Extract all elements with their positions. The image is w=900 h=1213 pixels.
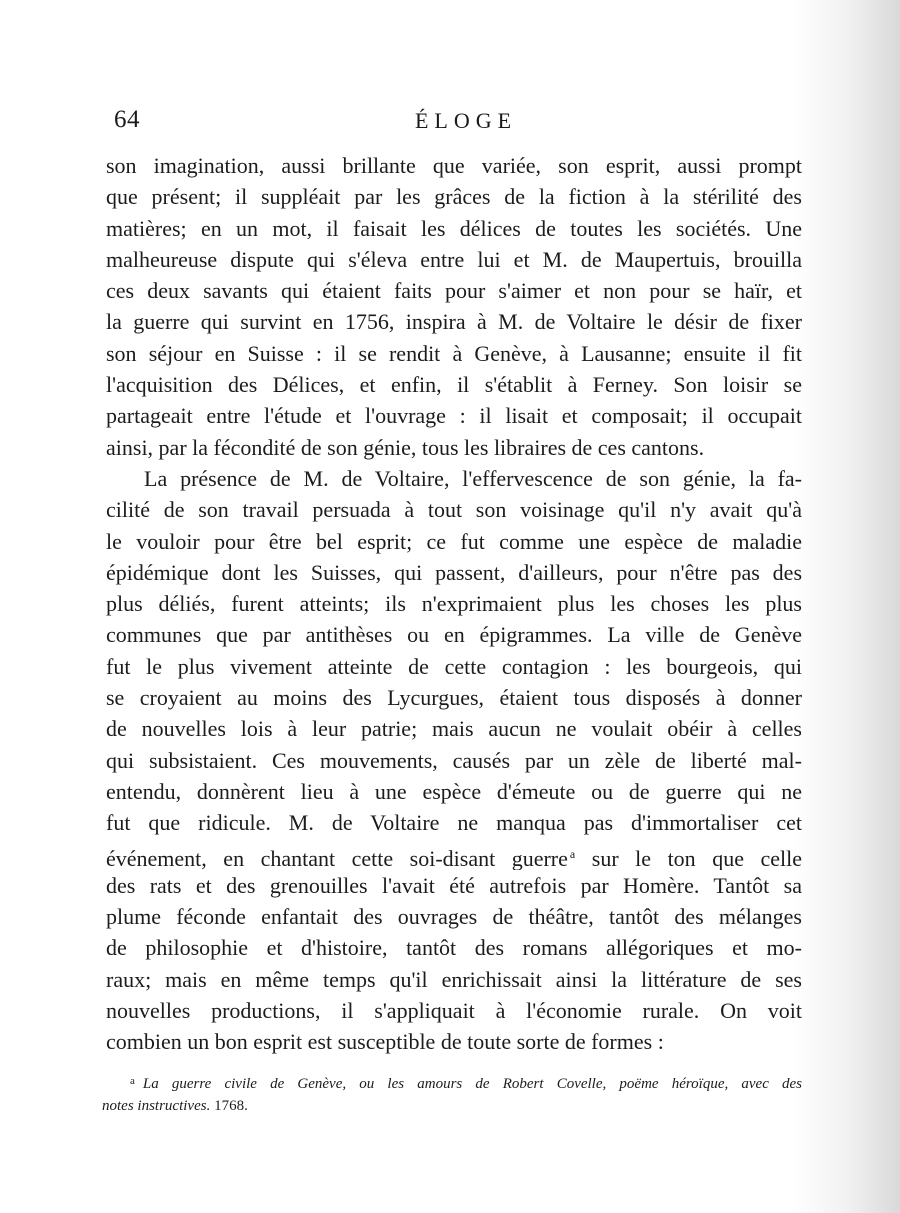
text-line: matières; en un mot, il faisait les délices de toutes les sociétés. Une: [106, 215, 802, 241]
text-line: qui subsistaient. Ces mouvements, causés par un zèle de liberté mal-: [106, 747, 802, 773]
text-line: entendu, donnèrent lieu à une espèce d'émeute ou de guerre qui ne: [106, 778, 802, 804]
text-line: se croyaient au moins des Lycurgues, étaient tous disposés à donner: [106, 685, 802, 711]
text-segment: événement, en chantant cette soi-disant guerre: [106, 845, 568, 870]
text-line: plume féconde enfantait des ouvrages de théâtre, tantôt des mélanges: [106, 904, 802, 930]
paragraph-1: [106, 150, 802, 463]
text-line: partageait entre l'étude et l'ouvrage : il lisait et composait; il occupait: [106, 403, 802, 429]
page-header: [110, 104, 802, 140]
text-line: malheureuse dispute qui s'éleva entre lui et M. de Maupertuis, brouilla: [106, 246, 802, 272]
body-text: [106, 150, 802, 1058]
text-line: nouvelles productions, il s'appliquait à l'économie rurale. On voit: [106, 998, 802, 1024]
page-number: 64: [114, 106, 140, 133]
text-line: la guerre qui survint en 1756, inspira à M. de Voltaire le désir de fixer: [106, 309, 802, 335]
footnote-line: [102, 1070, 802, 1095]
footnote-line: [102, 1095, 802, 1117]
text-line: cilité de son travail persuada à tout son voisinage qu'il n'y avait qu'à: [106, 497, 802, 523]
paragraph-2: [106, 463, 802, 1058]
text-line: communes que par antithèses ou en épigrammes. La ville de Genève: [106, 622, 802, 648]
footnote-marker: a: [130, 1075, 135, 1087]
footnote-year: 1768.: [214, 1098, 248, 1114]
text-line: ces deux savants qui étaient faits pour s'aimer et non pour se haïr, et: [106, 278, 802, 304]
text-line: que présent; il suppléait par les grâces de la fiction à la stérilité des: [106, 184, 802, 210]
text-line: de philosophie et d'histoire, tantôt des romans allégoriques et mo-: [106, 935, 802, 961]
text-line: épidémique dont les Suisses, qui passent, d'ailleurs, pour n'être pas des: [106, 559, 802, 585]
text-line: des rats et des grenouilles l'avait été autrefois par Homère. Tantôt sa: [106, 872, 802, 898]
text-line: combien un bon esprit est susceptible de toute sorte de formes :: [106, 1029, 664, 1055]
text-line: ainsi, par la fécondité de son génie, tous les libraires de ces cantons.: [106, 434, 705, 460]
footnote-reference[interactable]: a: [569, 846, 576, 861]
text-line: son imagination, aussi brillante que variée, son esprit, aussi prompt: [106, 153, 802, 178]
footnote-text: La guerre civile de Genève, ou les amours de Robert Covelle, poëme héroïque, avec des: [142, 1076, 802, 1092]
text-line: fut le plus vivement atteinte de cette contagion : les bourgeois, qui: [106, 653, 802, 679]
text-line: La présence de M. de Voltaire, l'effervescence de son génie, la fa-: [144, 465, 802, 491]
text-line: son séjour en Suisse : il se rendit à Genève, à Lausanne; ensuite il fit: [106, 340, 802, 366]
footnote: [102, 1070, 802, 1117]
text-line: fut que ridicule. M. de Voltaire ne manqua pas d'immortaliser cet: [106, 810, 802, 836]
text-line: raux; mais en même temps qu'il enrichissait ainsi la littérature de ses: [106, 966, 802, 992]
text-segment: sur le ton que celle: [591, 845, 802, 870]
text-line: plus déliés, furent atteints; ils n'exprimaient plus les choses les plus: [106, 591, 802, 617]
text-line: l'acquisition des Délices, et enfin, il s'établit à Ferney. Son loisir se: [106, 372, 802, 398]
text-line-with-note-ref: [106, 839, 802, 870]
text-line: le vouloir pour être bel esprit; ce fut comme une espèce de maladie: [106, 528, 802, 554]
footnote-text: notes instructives.: [102, 1098, 211, 1114]
running-head: ÉLOGE: [414, 108, 518, 133]
text-line: de nouvelles lois à leur patrie; mais aucun ne voulait obéir à celles: [106, 716, 802, 742]
